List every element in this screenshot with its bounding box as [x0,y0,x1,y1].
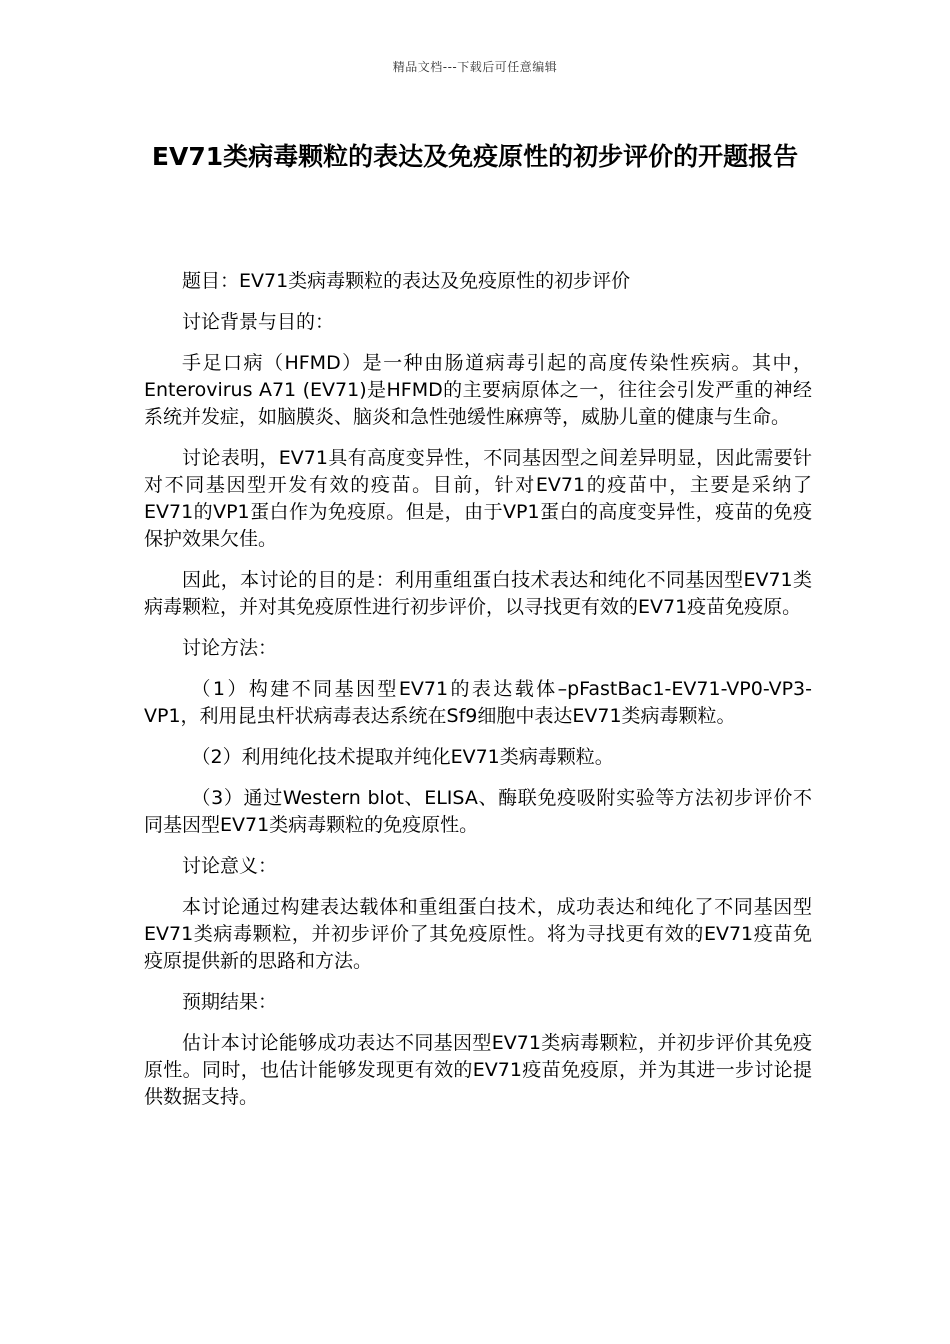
section-heading-significance: 讨论意义： [182,855,278,877]
method-step-2: （2）利用纯化技术提取并纯化EV71类病毒颗粒。 [191,746,614,768]
paragraph-hfmd-intro: 手足口病（HFMD）是一种由肠道病毒引起的高度传染性疾病。其中，Enterovirus A71 (EV71)是HFMD的主要病原体之一，往往会引发严重的神经系统并发症，如脑膜炎、脑炎和急性弛缓性麻痹等，威胁儿童的健康与生命。 [144,352,812,428]
method-step-3: （3）通过Western blot、ELISA、酶联免疫吸附实验等方法初步评价不同基因型EV71类病毒颗粒的免疫原性。 [144,787,812,836]
paragraph-variability: 讨论表明，EV71具有高度变异性，不同基因型之间差异明显，因此需要针对不同基因型开发有效的疫苗。目前，针对EV71的疫苗中，主要是采纳了EV71的VP1蛋白作为免疫原。但是，由于VP1蛋白的高度变异性，疫苗的免疫保护效果欠佳。 [144,447,812,550]
paragraph-expected-results: 估计本讨论能够成功表达不同基因型EV71类病毒颗粒，并初步评价其免疫原性。同时，也估计能够发现更有效的EV71疫苗免疫原，并为其进一步讨论提供数据支持。 [144,1032,812,1108]
paragraph-significance: 本讨论通过构建表达载体和重组蛋白技术，成功表达和纯化了不同基因型EV71类病毒颗粒，并初步评价了其免疫原性。将为寻找更有效的EV71疫苗免疫原提供新的思路和方法。 [144,896,812,972]
document-title: EV71类病毒颗粒的表达及免疫原性的初步评价的开题报告 [151,142,799,171]
document-body [144,268,812,1125]
method-step-1: （1）构建不同基因型EV71的表达载体–pFastBac1-EV71-VP0-VP3-VP1，利用昆虫杆状病毒表达系统在Sf9细胞中表达EV71类病毒颗粒。 [144,678,812,727]
section-heading-methods: 讨论方法： [182,637,278,659]
topic-line: 题目：EV71类病毒颗粒的表达及免疫原性的初步评价 [182,270,631,292]
paragraph-purpose: 因此，本讨论的目的是：利用重组蛋白技术表达和纯化不同基因型EV71类病毒颗粒，并对其免疫原性进行初步评价，以寻找更有效的EV71疫苗免疫原。 [144,569,812,618]
section-heading-expected-results: 预期结果： [182,991,278,1013]
page-header-note: 精品文档---下载后可任意编辑 [392,60,558,74]
section-heading-background: 讨论背景与目的： [182,311,335,333]
